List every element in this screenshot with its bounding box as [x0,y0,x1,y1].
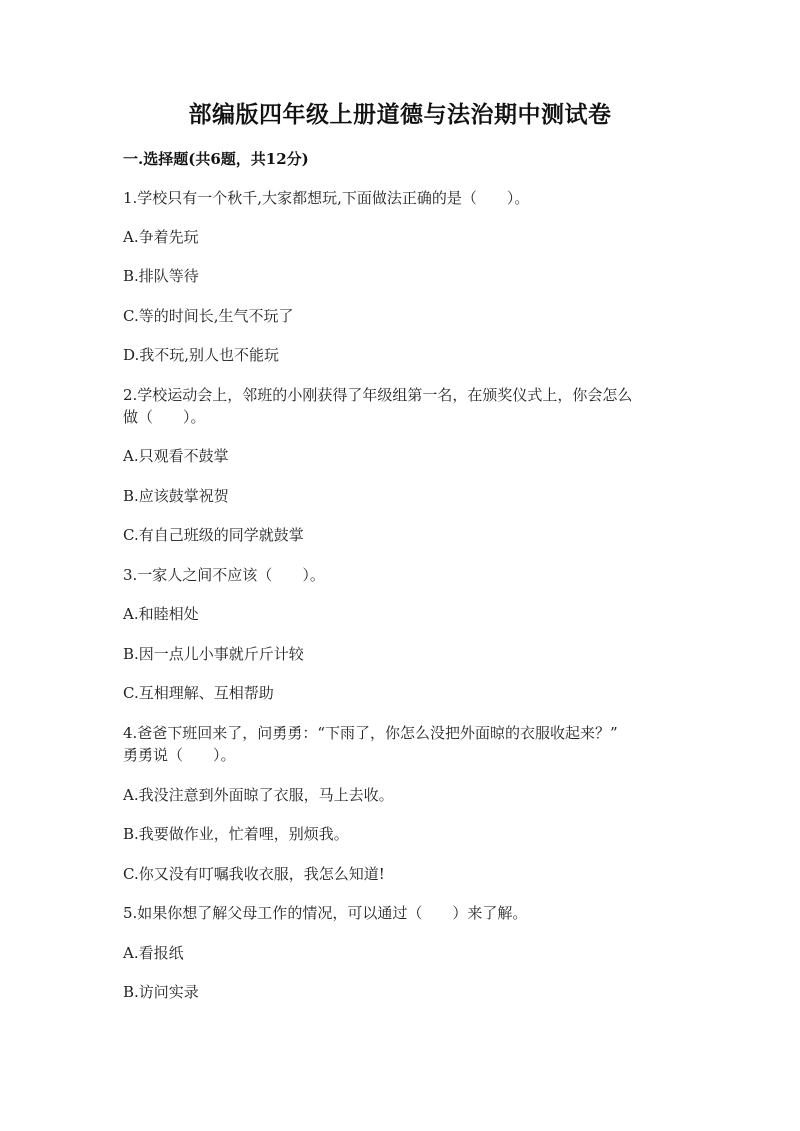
question-1-stem-line-1: 1.学校只有一个秋千,大家都想玩,下面做法正确的是（ ）。 [123,189,530,207]
question-2-option-b: B.应该鼓掌祝贺 [123,487,229,505]
section-heading: 一.选择题(共6题，共12分) [123,150,309,168]
question-5-option-a: A.看报纸 [123,944,184,962]
question-1-option-a: A.争着先玩 [123,228,199,246]
question-4-stem-line-2: 勇勇说（ ）。 [123,746,236,764]
question-1-option-d: D.我不玩,别人也不能玩 [123,346,280,364]
question-2-option-a: A.只观看不鼓掌 [123,447,229,465]
question-3-option-b: B.因一点儿小事就斤斤计较 [123,645,304,663]
question-2-stem-line-1: 2.学校运动会上，邻班的小刚获得了年级组第一名，在颁奖仪式上，你会怎么 [123,386,633,404]
question-4-option-b: B.我要做作业，忙着哩，别烦我。 [123,825,349,843]
question-3-option-a: A.和睦相处 [123,605,199,623]
question-4-option-c: C.你又没有叮嘱我收衣服，我怎么知道! [123,865,385,883]
question-3-option-c: C.互相理解、互相帮助 [123,684,274,702]
question-4-option-a: A.我没注意到外面晾了衣服，马上去收。 [123,786,394,804]
question-4-stem-line-1: 4.爸爸下班回来了，问勇勇：“下雨了，你怎么没把外面晾的衣服收起来？” [123,724,618,742]
page-title: 部编版四年级上册道德与法治期中测试卷 [188,101,612,128]
question-5-option-b: B.访问实录 [123,983,199,1001]
question-1-option-c: C.等的时间长,生气不玩了 [123,307,294,325]
question-2-stem-line-2: 做（ ）。 [123,408,206,426]
question-5-stem-line-1: 5.如果你想了解父母工作的情况，可以通过（ ）来了解。 [123,904,528,922]
question-1-option-b: B.排队等待 [123,267,199,285]
question-2-option-c: C.有自己班级的同学就鼓掌 [123,526,304,544]
question-3-stem-line-1: 3.一家人之间不应该（ ）。 [123,566,325,584]
